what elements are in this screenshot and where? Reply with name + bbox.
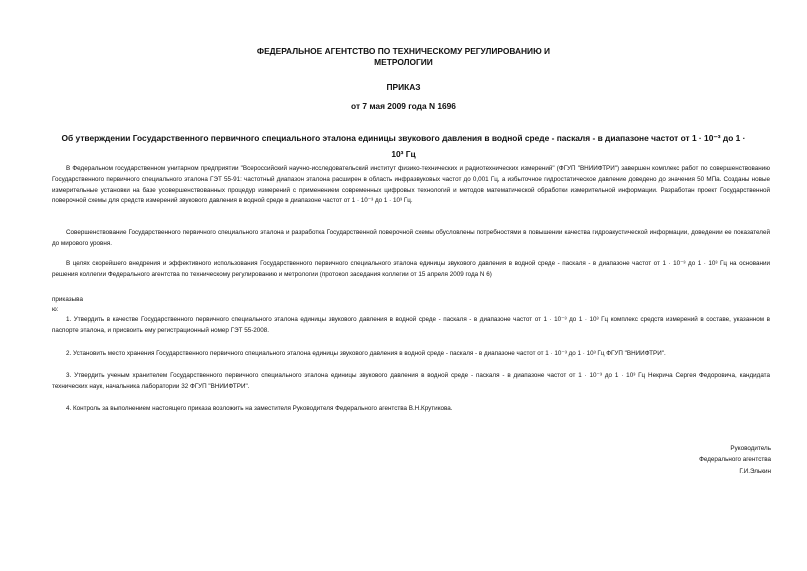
agency-line-2: МЕТРОЛОГИИ — [374, 57, 433, 67]
signature-position: Руководитель — [730, 445, 771, 452]
order-item-3: 3. Утвердить ученым хранителем Государственного первичного специального эталона единицы звукового давления в водной среде - паскаля - в диапазоне частот от 1 · 10⁻³ до 1 · 10³ Гц Некрича Сергея Федоровича, кандидата технических наук, начальника лаборатории 32 ФГУП "ВНИИФТРИ". — [52, 372, 770, 390]
document-title — [0, 130, 807, 162]
order-date: от 7 мая 2009 года N 1696 — [351, 101, 456, 111]
paragraph-preamble: В Федеральном государственном унитарном предприятии "Всероссийский научно-исследовательский институт физико-технических и радиотехнических измерений" (ФГУП "ВНИИФТРИ") завершен комплекс работ по совершенствованию Государственного первичного специального эталона ГЭТ 55-91: частотный диапазон эталона расширен в область инфразвуковых частот до 0,001 Гц, а избыточное гидростатическое давление доведено до значения 50 МПа. Созданы новые измерительные установки на базе усовершенствованных процедур измерений с применением современных цифровых технологий и методов математической обработки измерительной информации. Разработан проект Государственной поверочной схемы для средств измерений звукового давления в водной среде в диапазоне частот от 1 · 10⁻³ до 1 · 10³ Гц. — [52, 165, 770, 205]
order-verb — [52, 295, 770, 316]
signature-agency: Федерального агентства — [699, 456, 771, 464]
paragraph-basis: В целях скорейшего внедрения и эффективного использования Государственного первичного специального эталона единицы звукового давления в водной среде - паскаля - в диапазоне частот от 1 · 10⁻³ до 1 · 10³ Гц на основании решения коллегии Федерального агентства по техническому регулированию и метрологии (протокол заседания коллегии от 15 апреля 2009 года N 6) — [52, 260, 770, 278]
order-item-1: 1. Утвердить в качестве Государственного первичного специального эталона единицы звукового давления в водной среде - паскаля - в диапазоне частот от 1 · 10⁻³ до 1 · 10³ Гц комплекс средств измерений в составе, указанном в паспорте эталона, и присвоить ему регистрационный номер ГЭТ 55-2008. — [52, 316, 770, 334]
order-item-4: 4. Контроль за выполнением настоящего приказа возложить на заместителя Руководителя Федерального агентства В.Н.Крутикова. — [66, 405, 453, 412]
title-line-2: 10³ Гц — [391, 149, 416, 159]
order-heading: ПРИКАЗ — [386, 82, 421, 92]
order-verb-line-1: приказыва — [52, 296, 83, 303]
signature-name: Г.И.Элькин — [739, 467, 771, 475]
agency-name — [0, 46, 807, 68]
agency-line-1: ФЕДЕРАЛЬНОЕ АГЕНТСТВО ПО ТЕХНИЧЕСКОМУ РЕГУЛИРОВАНИЮ И — [256, 46, 551, 56]
order-item-2: 2. Установить место хранения Государственного первичного специального эталона единицы звукового давления в водной среде - паскаля - в диапазоне частот от 1 · 10⁻³ до 1 · 10³ Гц ФГУП "ВНИИФТРИ". — [66, 350, 666, 357]
title-line-1: Об утверждении Государственного первичного специального эталона единицы звукового давления в водной среде - паскаля - в диапазоне частот от 1 · 10⁻³ до 1 · — [61, 133, 746, 143]
signature-block — [699, 443, 771, 477]
order-verb-line-2: ю: — [52, 306, 59, 314]
paragraph-purpose: Совершенствование Государственного первичного специального эталона и разработка Государственной поверочной схемы обусловлены потребностями в повышении качества гидроакустической информации, доведении ее показателей до мирового уровня. — [52, 229, 770, 247]
